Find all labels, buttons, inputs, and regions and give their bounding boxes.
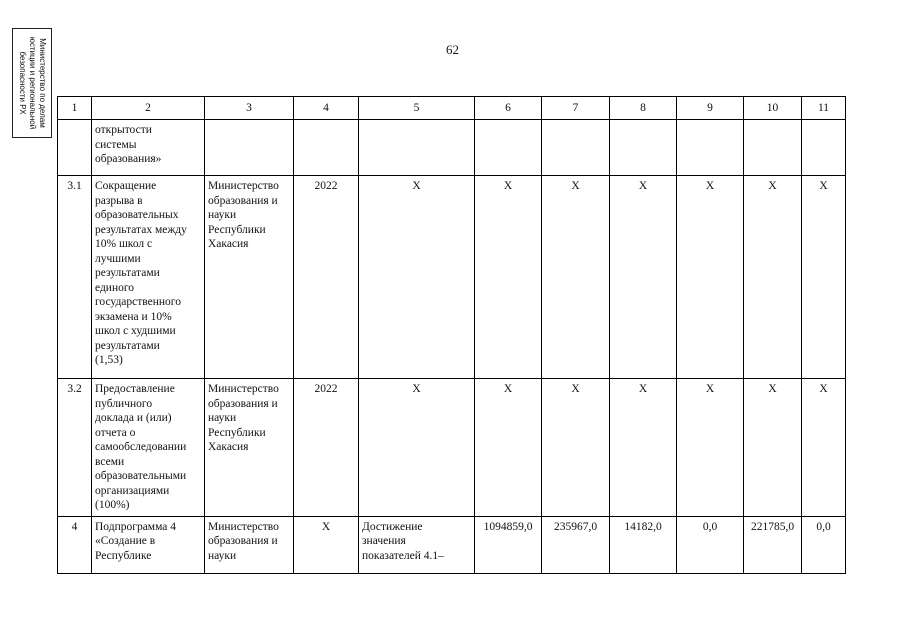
- column-header: 9: [677, 97, 744, 120]
- column-header: 11: [802, 97, 846, 120]
- executor-cell: Министерство образования и науки: [205, 516, 294, 573]
- result-cell: Достижение значения показателей 4.1–: [359, 516, 475, 573]
- value-cell: [475, 120, 542, 176]
- table-row: [58, 516, 846, 573]
- column-header: 2: [92, 97, 205, 120]
- executor-cell: Министерство образования и науки Республики Хакасия: [205, 379, 294, 517]
- name-cell: Подпрограмма 4 «Создание в Республике: [92, 516, 205, 573]
- value-cell: 235967,0: [542, 516, 610, 573]
- name-cell: Сокращение разрыва в образовательных результатах между 10% школ с лучшими результатами единого государственного экзамена и 10% школ с худшими результатами (1,53): [92, 176, 205, 379]
- program-table: [57, 96, 846, 574]
- value-cell: Х: [677, 176, 744, 379]
- name-cell: Предоставление публичного доклада и (или) отчета о самообследовании всеми образовательными организациями (100%): [92, 379, 205, 517]
- value-cell: [542, 120, 610, 176]
- value-cell: Х: [475, 176, 542, 379]
- executor-cell: [205, 120, 294, 176]
- row-number-cell: [58, 120, 92, 176]
- value-cell: Х: [542, 379, 610, 517]
- year-cell: Х: [294, 516, 359, 573]
- value-cell: Х: [802, 379, 846, 517]
- table-header-row: [58, 97, 846, 120]
- row-number-cell: 3.2: [58, 379, 92, 517]
- row-number-cell: 3.1: [58, 176, 92, 379]
- stamp-text: Министерство по делам юстиции и региональной безопасности РХ: [18, 36, 47, 130]
- year-cell: [294, 120, 359, 176]
- column-header: 3: [205, 97, 294, 120]
- year-cell: 2022: [294, 176, 359, 379]
- column-header: 10: [744, 97, 802, 120]
- value-cell: [802, 120, 846, 176]
- result-cell: [359, 120, 475, 176]
- value-cell: Х: [610, 379, 677, 517]
- value-cell: Х: [542, 176, 610, 379]
- value-cell: Х: [802, 176, 846, 379]
- executor-cell: Министерство образования и науки Республики Хакасия: [205, 176, 294, 379]
- column-header: 4: [294, 97, 359, 120]
- value-cell: Х: [610, 176, 677, 379]
- column-header: 5: [359, 97, 475, 120]
- value-cell: [677, 120, 744, 176]
- result-cell: Х: [359, 379, 475, 517]
- column-header: 1: [58, 97, 92, 120]
- value-cell: Х: [744, 176, 802, 379]
- value-cell: [610, 120, 677, 176]
- year-cell: 2022: [294, 379, 359, 517]
- value-cell: Х: [744, 379, 802, 517]
- value-cell: Х: [475, 379, 542, 517]
- table-row: [58, 379, 846, 517]
- value-cell: [744, 120, 802, 176]
- table-row: [58, 120, 846, 176]
- value-cell: 1094859,0: [475, 516, 542, 573]
- value-cell: 221785,0: [744, 516, 802, 573]
- column-header: 6: [475, 97, 542, 120]
- table-row: [58, 176, 846, 379]
- value-cell: 14182,0: [610, 516, 677, 573]
- value-cell: 0,0: [802, 516, 846, 573]
- column-header: 7: [542, 97, 610, 120]
- value-cell: 0,0: [677, 516, 744, 573]
- result-cell: Х: [359, 176, 475, 379]
- name-cell: открытости системы образования»: [92, 120, 205, 176]
- row-number-cell: 4: [58, 516, 92, 573]
- value-cell: Х: [677, 379, 744, 517]
- column-header: 8: [610, 97, 677, 120]
- page-number: 62: [446, 42, 459, 57]
